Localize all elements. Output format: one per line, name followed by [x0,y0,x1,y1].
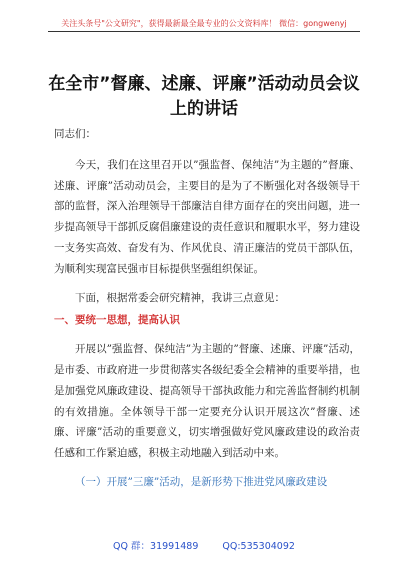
footer-contact [48,540,360,554]
paragraph-intro: 今天，我们在这里召开以”强监督、保纯洁”为主题的”督廉、述廉、评廉”活动动员会，主要目的是为了不断强化对各级领导干部的监督，深入治理领导干部廉洁自律方面存在的突出问题，进一步提高领导干部抓反腐倡廉建设的责任意识和履职水平，努力建设一支务实高效、奋发有为、作风优良、清正廉洁的党员干部队伍，为顺利实现富民强市目标提供坚强组织保证。 [54,158,360,275]
header-notice: 关注头条号"公文研究"，获得最新最全最专业的公文资料库！ 微信：gongwenyj [61,19,347,28]
paragraph-outline: 下面，根据常委会研究精神，我讲三点意见： [75,291,285,304]
paragraph-section-1: 开展以”强监督、保纯洁”为主题的”督廉、述廉、评廉”活动，是市委、市政府进一步贯彻落实各级纪委全会精神的重要举措，也是加强党风廉政建设、提高领导干部执政能力和完善监督制约机制的有效措施。全体领导干部一定要充分认识开展这次”督廉、述廉、评廉”活动的重要意义，切实增强做好党风廉政建设的政治责任感和工作紧迫感，积极主动地融入到活动中来。 [54,343,360,460]
document-title: 在全市”督廉、述廉、评廉”活动动员会议上的讲话 [48,74,360,119]
footer-qq-group: QQ 群：31991489 [113,541,199,552]
document-body [54,124,360,493]
salutation: 同志们： [54,128,96,140]
subsection-heading-1: （一）开展”三廉”活动，是新形势下推进党风廉政建设 [75,475,328,488]
section-heading-1: 一、要统一思想，提高认识 [54,314,180,327]
footer-qq: QQ:535304092 [222,541,295,552]
header-divider [48,31,360,32]
